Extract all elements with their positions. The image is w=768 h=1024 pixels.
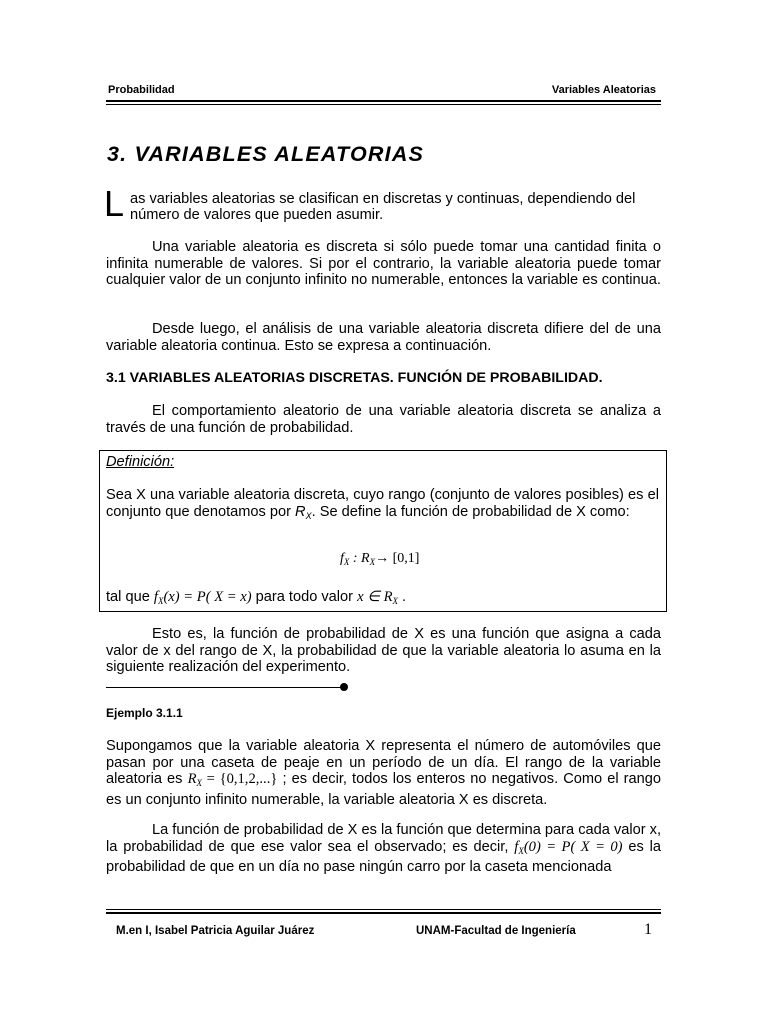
page-number: 1 — [644, 921, 652, 938]
definition-tal-que — [106, 588, 406, 606]
para-todo-text: para todo valor — [251, 589, 358, 605]
definition-text-a: Sea X una variable aleatoria discreta, cuyo rango (conjunto de valores posibles) es el conjunto que denotamos por — [106, 487, 659, 520]
footer-rule-thin — [106, 909, 661, 910]
example-text-b: ; es decir, todos los enteros no negativos. Como el rango es un conjunto infinito numerable, la variable aleatoria X es discreta. — [106, 771, 661, 808]
intro-line-2: número de valores que pueden asumir. — [130, 207, 384, 223]
tal-formula-f: f — [153, 589, 158, 605]
example-rx: $R_X$ — [187, 771, 202, 788]
intro-line-1: as variables aleatorias se clasifican en discretas y continuas, dependiendo del — [130, 191, 636, 207]
header-right: Variables Aleatorias — [551, 84, 656, 96]
chapter-title: 3. VARIABLES ALEATORIAS — [107, 142, 425, 166]
tal-formula-sub: X — [157, 596, 164, 606]
valor-formula: x ∈ R — [357, 589, 393, 605]
pf-text-b: es la probabilidad de que en un día no pase ningún carro por la caseta mencionada — [106, 838, 661, 875]
footer-institution: UNAM-Facultad de Ingeniería — [416, 925, 576, 937]
paragraph-behavior: El comportamiento aleatorio de una variable aleatoria discreta se analiza a través de una función de probabilidad. — [106, 403, 661, 436]
definition-text-b: . Se define la función de probabilidad de X como: — [311, 503, 630, 520]
definition-label: Definición: — [106, 454, 175, 470]
paragraph-analysis: Desde luego, el análisis de una variable aleatoria discreta difiere del de una variable aleatoria continua. Esto se expresa a continuación. — [106, 321, 661, 354]
formula-f-sub: X — [343, 557, 350, 567]
formula-mid: : R — [349, 551, 370, 566]
drop-cap: L — [104, 183, 125, 224]
tal-formula-rest: (x) = P( X = x) — [163, 589, 252, 605]
paragraph-probability-function — [106, 822, 661, 876]
formula-f: f — [340, 551, 344, 566]
example-title: Ejemplo 3.1.1 — [106, 706, 183, 720]
formula-r-sub: X — [369, 557, 376, 567]
pf-formula: (0) = P( X = 0) — [523, 838, 623, 855]
definition-text — [106, 487, 659, 524]
paragraph-discrete-continuous: Una variable aleatoria es discreta si sólo puede tomar una cantidad finita o infinita numerable de valores. Si por el contrario, la variable aleatoria puede tomar cualquier valor de un conjunto infinito no numerable, entonces la variable es continua. — [106, 239, 661, 288]
definition-formula — [340, 551, 419, 567]
header-left: Probabilidad — [108, 84, 175, 96]
header-rule-thick — [106, 100, 661, 102]
formula-end: → [0,1] — [375, 551, 420, 566]
example-text-a: Supongamos que la variable aleatoria X representa el número de automóviles que pasan por una caseta de peaje en un período de un día. El rango de la variable aleatoria es — [106, 738, 661, 787]
pf-f: $f_X$ — [514, 838, 524, 856]
divider-dot — [340, 683, 348, 691]
section-title: 3.1 VARIABLES ALEATORIAS DISCRETAS. FUNCIÓN DE PROBABILIDAD. — [106, 370, 603, 386]
footer-author: M.en I, Isabel Patricia Aguilar Juárez — [116, 925, 315, 937]
paragraph-example — [106, 738, 661, 808]
tal-que-text: tal que — [106, 589, 154, 605]
example-formula: {0,1,2,...} — [219, 771, 278, 787]
footer-rule-thick — [106, 912, 661, 914]
header-rule-thin — [106, 104, 661, 105]
valor-formula-sub: X — [392, 596, 398, 606]
example-rx-eq: = — [201, 771, 220, 787]
rx-symbol — [295, 504, 312, 520]
valor-end: . — [402, 589, 407, 605]
definition-box — [99, 450, 667, 612]
pf-text-a: La función de probabilidad de X es la función que determina para cada valor x, la probabilidad de que ese valor sea el observado; es decir, — [106, 822, 661, 855]
rx-subscript: X — [305, 510, 312, 521]
paragraph-explanation: Esto es, la función de probabilidad de X es una función que asigna a cada valor de x del rango de X, la probabilidad de que la variable aleatoria lo asuma en la siguiente realización del experimento. — [106, 626, 661, 675]
divider-line — [106, 687, 342, 688]
rx-letter: R — [295, 503, 306, 520]
